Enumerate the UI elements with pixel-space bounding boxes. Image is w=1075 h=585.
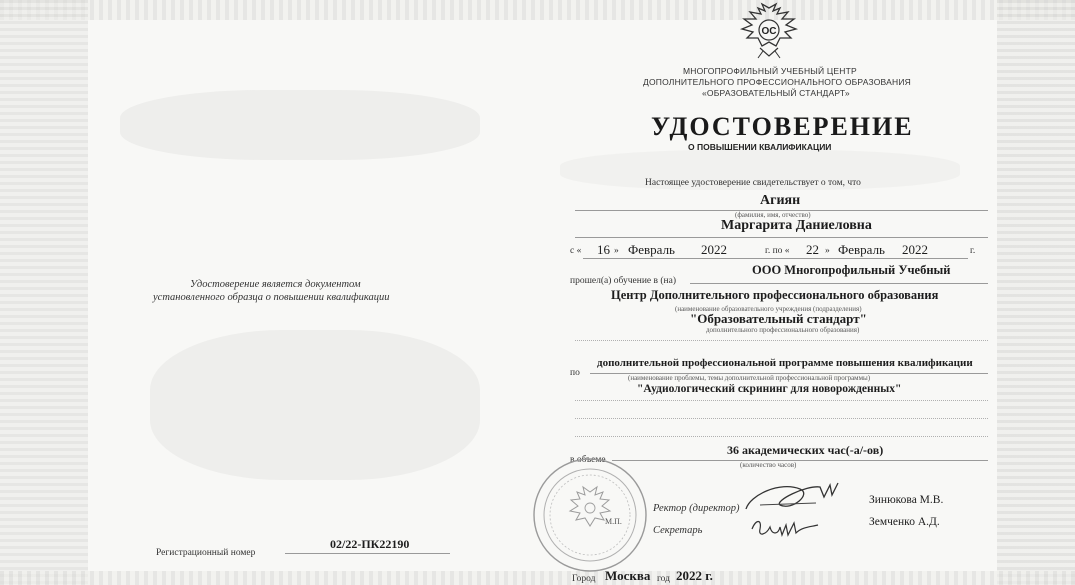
official-seal-icon bbox=[531, 456, 649, 574]
org-name-line1: МНОГОПРОФИЛЬНЫЙ УЧЕБНЫЙ ЦЕНТР bbox=[683, 66, 857, 76]
period-from-prefix: с « bbox=[570, 246, 582, 256]
blank-line bbox=[575, 436, 988, 437]
period-to-month: Февраль bbox=[838, 242, 885, 257]
svg-text:М.П.: М.П. bbox=[605, 517, 622, 526]
city-value: Москва bbox=[605, 568, 651, 583]
institution-caption: (наименование образовательного учреждения (подразделения) bbox=[675, 305, 862, 313]
certificate-subtitle: О ПОВЫШЕНИИ КВАЛИФИКАЦИИ bbox=[688, 142, 832, 152]
program-caption: (наименование проблемы, темы дополнительной профессиональной программы) bbox=[628, 374, 871, 382]
period-to-prefix: г. по « bbox=[765, 246, 790, 256]
year-value: 2022 г. bbox=[676, 568, 713, 583]
period-to-year: 2022 bbox=[902, 242, 928, 257]
period-from-month: Февраль bbox=[628, 242, 675, 257]
ornamental-border-top bbox=[0, 0, 1075, 20]
given-names-underline bbox=[575, 237, 988, 238]
name-caption: (фамилия, имя, отчество) bbox=[735, 211, 811, 219]
period-year-suffix: г. bbox=[970, 246, 976, 256]
period-underline bbox=[583, 258, 968, 259]
document-note-line1: Удостоверение является документом bbox=[190, 279, 361, 290]
secretary-label: Секретарь bbox=[653, 525, 703, 536]
institution-line2: Центр Дополнительного профессионального образования bbox=[611, 288, 939, 302]
rector-name: Зинюкова М.В. bbox=[869, 494, 944, 506]
blank-line bbox=[575, 418, 988, 419]
institution-underline1 bbox=[690, 283, 988, 284]
period-from-day: 16 bbox=[597, 242, 610, 257]
blank-line bbox=[575, 400, 988, 401]
intro-text: Настоящее удостоверение свидетельствует о том, что bbox=[645, 178, 861, 188]
institution-caption2: дополнительного профессионального образования) bbox=[706, 326, 860, 334]
institution-line3: "Образовательный стандарт" bbox=[690, 311, 867, 326]
holder-surname: Агиян bbox=[760, 193, 801, 208]
volume-caption: (количество часов) bbox=[740, 461, 797, 469]
ornamental-border-right bbox=[997, 0, 1075, 585]
institution-line1: ООО Многопрофильный Учебный bbox=[752, 263, 951, 277]
svg-text:ОС: ОС bbox=[761, 26, 777, 37]
registration-underline bbox=[285, 553, 450, 554]
holder-given-names: Маргарита Даниеловна bbox=[721, 218, 872, 233]
paper-texture bbox=[150, 330, 480, 480]
registration-label: Регистрационный номер bbox=[156, 548, 256, 558]
eagle-emblem-icon bbox=[738, 2, 800, 60]
org-name-line2: ДОПОЛНИТЕЛЬНОГО ПРОФЕССИОНАЛЬНОГО ОБРАЗОВАНИЯ bbox=[643, 77, 911, 87]
org-name-line3: «ОБРАЗОВАТЕЛЬНЫЙ СТАНДАРТ» bbox=[702, 88, 850, 98]
program-line2: "Аудиологический скрининг для новорожденных" bbox=[637, 383, 902, 395]
volume-value: 36 академических час(-а/-ов) bbox=[727, 443, 884, 457]
city-label: Город bbox=[572, 574, 596, 584]
period-to-close: » bbox=[825, 246, 830, 256]
volume-underline bbox=[612, 460, 988, 461]
year-label: год bbox=[657, 574, 670, 584]
certificate-title: УДОСТОВЕРЕНИЕ bbox=[651, 112, 914, 141]
period-to-day: 22 bbox=[806, 242, 819, 257]
blank-line bbox=[575, 340, 988, 341]
secretary-name: Земченко А.Д. bbox=[869, 516, 940, 528]
ornamental-border-left bbox=[0, 0, 88, 585]
program-label: по bbox=[570, 368, 580, 378]
registration-number: 02/22-ПК22190 bbox=[330, 537, 410, 551]
period-from-close: » bbox=[614, 246, 619, 256]
document-note-line2: установленного образца о повышении квалификации bbox=[153, 292, 390, 303]
program-line1: дополнительной профессиональной программе повышения квалификации bbox=[597, 357, 973, 369]
paper-texture bbox=[120, 90, 480, 160]
secretary-signature-icon bbox=[748, 515, 828, 541]
volume-label: в объеме bbox=[570, 455, 606, 465]
passed-training-label: прошел(а) обучение в (на) bbox=[570, 276, 676, 286]
rector-label: Ректор (директор) bbox=[653, 503, 740, 514]
period-from-year: 2022 bbox=[701, 242, 727, 257]
